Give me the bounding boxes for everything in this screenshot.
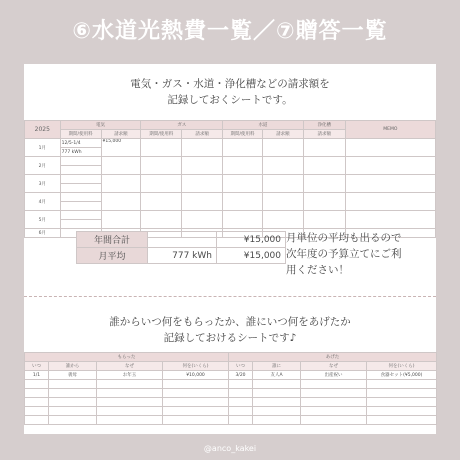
septic-header: 浄化槽	[303, 121, 345, 130]
table-row	[25, 380, 437, 389]
monthly-average-amount: ¥15,000	[217, 248, 286, 264]
gift-description-1: 誰からいつ何をもらったか、誰にいつ何をあげたか	[109, 316, 351, 328]
received-when[interactable]: 1/1	[25, 371, 49, 380]
col-header: 何を(いくら)	[163, 362, 229, 371]
gas-header: ガス	[141, 121, 223, 130]
table-row	[25, 371, 437, 380]
table-row	[25, 416, 437, 425]
utility-table	[24, 120, 436, 238]
annual-total-row	[76, 231, 286, 248]
average-note	[286, 230, 436, 278]
month-cell: 2月	[25, 157, 61, 175]
section-divider	[24, 296, 436, 297]
table-row	[25, 398, 437, 407]
sheet-panel	[24, 64, 436, 434]
table-row	[25, 389, 437, 398]
utility-description-1: 電気・ガス・水道・浄化槽などの請求額を	[130, 78, 330, 90]
col-header: 何を(いくら)	[367, 362, 437, 371]
average-note-line-3: 用ください！	[286, 264, 349, 276]
received-what[interactable]: ¥10,000	[163, 371, 229, 380]
col-header: 誰から	[49, 362, 97, 371]
month-cell: 1月	[25, 139, 61, 157]
monthly-average-row	[76, 247, 286, 264]
monthly-average-usage: 777 kWh	[148, 248, 217, 264]
col-header: いつ	[229, 362, 253, 371]
memo-header: MEMO	[345, 121, 435, 139]
given-to[interactable]: 友人A	[253, 371, 301, 380]
average-note-line-1: 月単位の平均も出るので	[286, 232, 402, 244]
monthly-average-label: 月平均	[77, 248, 148, 264]
month-cell: 3月	[25, 175, 61, 193]
col-header: なぜ	[97, 362, 163, 371]
utility-description-2: 記録しておくシートです。	[167, 94, 293, 106]
watermark: @anco_kakei	[203, 444, 257, 453]
electric-billed-header: 請求額	[101, 130, 141, 139]
gas-billed-header: 請求額	[182, 130, 223, 139]
received-header: もらった	[25, 353, 229, 362]
received-from[interactable]: 義母	[49, 371, 97, 380]
page-title: ⑥水道光熱費一覧／⑦贈答一覧	[72, 19, 388, 44]
average-note-line-2: 次年度の予算立てにご利	[286, 248, 402, 260]
given-reason[interactable]: 出産祝い	[301, 371, 367, 380]
received-reason[interactable]: お年玉	[97, 371, 163, 380]
septic-billed-header: 請求額	[303, 130, 345, 139]
col-header: なぜ	[301, 362, 367, 371]
gas-period-header: 期間/使用料	[141, 130, 182, 139]
given-when[interactable]: 3/20	[229, 371, 253, 380]
water-billed-header: 請求額	[262, 130, 303, 139]
gift-description-2: 記録しておけるシートです♪	[163, 332, 297, 344]
year-cell: 2025	[25, 121, 61, 139]
given-what[interactable]: 食器セット(¥5,000)	[367, 371, 437, 380]
jan-electric-period[interactable]: 12/5-1/4	[60, 139, 101, 148]
given-header: あげた	[229, 353, 437, 362]
annual-total-label: 年間合計	[77, 232, 148, 248]
jan-electric-billed[interactable]: ¥15,000	[101, 139, 141, 157]
annual-total-amount: ¥15,000	[217, 232, 286, 248]
col-header: いつ	[25, 362, 49, 371]
electric-header: 電気	[60, 121, 141, 130]
water-period-header: 期間/使用料	[223, 130, 263, 139]
month-cell: 6月	[25, 229, 61, 238]
col-header: 誰に	[253, 362, 301, 371]
electric-period-header: 期間/使用料	[60, 130, 101, 139]
gift-table	[24, 352, 437, 425]
jan-electric-usage[interactable]: 777 kWh	[60, 148, 101, 157]
month-cell: 4月	[25, 193, 61, 211]
month-cell: 5月	[25, 211, 61, 229]
water-header: 水道	[223, 121, 304, 130]
table-row	[25, 407, 437, 416]
